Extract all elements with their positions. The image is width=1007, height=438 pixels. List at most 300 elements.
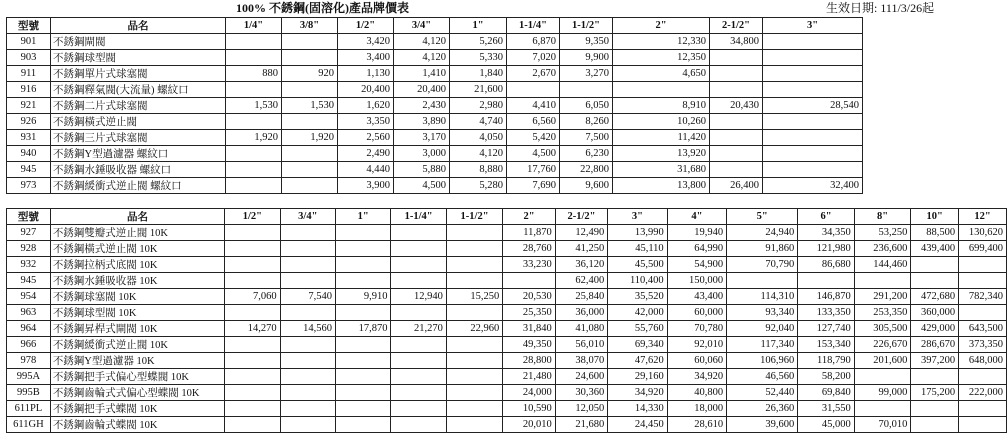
price-cell (391, 305, 446, 321)
price-cell: 4,120 (450, 146, 507, 162)
price-cell: 4,500 (507, 146, 560, 162)
table-row (7, 417, 1007, 433)
price-cell (446, 353, 502, 369)
table1-header-cell: 3/4" (394, 18, 450, 34)
price-cell (446, 241, 502, 257)
price-cell: 10,590 (503, 401, 556, 417)
price-cell: 70,790 (727, 257, 798, 273)
table1-header-row (7, 18, 863, 34)
price-cell: 920 (282, 66, 338, 82)
price-cell (911, 401, 959, 417)
price-cell: 40,800 (667, 385, 726, 401)
price-cell (446, 401, 502, 417)
price-cell (854, 273, 911, 289)
price-cell: 1,530 (226, 98, 282, 114)
table-row (7, 273, 1007, 289)
price-cell: 29,160 (608, 369, 667, 385)
price-cell: 146,870 (798, 289, 855, 305)
price-cell: 9,900 (560, 50, 613, 66)
price-cell: 305,500 (854, 321, 911, 337)
price-cell: 12,330 (613, 34, 710, 50)
model-code: 995B (7, 385, 51, 401)
table2-header-cell: 1-1/2" (446, 209, 502, 225)
table-row (7, 369, 1007, 385)
price-cell: 117,340 (727, 337, 798, 353)
price-cell (391, 241, 446, 257)
price-cell: 12,050 (555, 401, 608, 417)
price-cell: 4,500 (394, 178, 450, 194)
price-cell (959, 257, 1007, 273)
price-cell (763, 34, 863, 50)
price-cell (911, 417, 959, 433)
price-cell: 18,000 (667, 401, 726, 417)
price-cell (226, 162, 282, 178)
price-cell: 201,600 (854, 353, 911, 369)
price-cell: 69,840 (798, 385, 855, 401)
price-table-10k (6, 208, 1007, 433)
table-row (7, 130, 863, 146)
price-cell (226, 114, 282, 130)
table1-header-cell: 2-1/2" (710, 18, 763, 34)
product-name: 不銹鋼雙瓣式逆止閥 10K (50, 225, 224, 241)
price-cell: 226,670 (854, 337, 911, 353)
product-name: 不銹鋼Y型過濾器 10K (50, 353, 224, 369)
price-cell: 6,230 (560, 146, 613, 162)
price-cell (959, 273, 1007, 289)
price-cell (710, 114, 763, 130)
price-cell (446, 417, 502, 433)
price-cell: 32,400 (763, 178, 863, 194)
price-cell (763, 162, 863, 178)
table2-header-cell: 型號 (7, 209, 51, 225)
price-cell: 46,560 (727, 369, 798, 385)
price-cell (225, 385, 280, 401)
price-cell (280, 273, 335, 289)
price-cell: 10,260 (613, 114, 710, 130)
price-cell: 41,250 (555, 241, 608, 257)
price-cell (763, 130, 863, 146)
price-cell: 86,680 (798, 257, 855, 273)
page-title: 100% 不銹鋼(固溶化)產品牌價表 (236, 1, 409, 15)
price-cell: 58,200 (798, 369, 855, 385)
price-cell: 253,350 (854, 305, 911, 321)
price-cell (225, 417, 280, 433)
price-cell: 2,490 (338, 146, 394, 162)
price-cell: 360,000 (911, 305, 959, 321)
model-code: 928 (7, 241, 51, 257)
product-name: 不銹鋼球型閥 (51, 50, 226, 66)
price-cell: 20,010 (503, 417, 556, 433)
table1-header-cell: 2" (613, 18, 710, 34)
model-code: 945 (7, 162, 51, 178)
table2-header-cell: 1" (336, 209, 391, 225)
table2-header-cell: 4" (667, 209, 726, 225)
price-cell (446, 385, 502, 401)
price-cell (446, 225, 502, 241)
price-cell (336, 417, 391, 433)
table-row (7, 353, 1007, 369)
model-code: 954 (7, 289, 51, 305)
price-cell: 11,420 (613, 130, 710, 146)
price-cell: 35,520 (608, 289, 667, 305)
product-name: 不銹鋼橫式逆止閥 10K (50, 241, 224, 257)
price-cell: 21,600 (450, 82, 507, 98)
price-cell: 4,650 (613, 66, 710, 82)
price-cell (225, 273, 280, 289)
price-cell: 30,360 (555, 385, 608, 401)
price-cell: 130,620 (959, 225, 1007, 241)
price-cell: 52,440 (727, 385, 798, 401)
price-cell (282, 146, 338, 162)
table-row (7, 321, 1007, 337)
model-code: 978 (7, 353, 51, 369)
table-row (7, 257, 1007, 273)
price-cell: 150,000 (667, 273, 726, 289)
price-cell: 699,400 (959, 241, 1007, 257)
product-name: 不銹鋼昇桿式閘閥 10K (50, 321, 224, 337)
product-name: 不銹鋼三片式球塞閥 (51, 130, 226, 146)
effective-date: 生效日期: 111/3/26起 (826, 1, 935, 15)
price-cell (336, 241, 391, 257)
product-name: 不銹鋼齒輪式蝶閥 10K (50, 417, 224, 433)
price-cell: 22,960 (446, 321, 502, 337)
price-cell: 4,410 (507, 98, 560, 114)
price-cell: 1,920 (282, 130, 338, 146)
model-code: 931 (7, 130, 51, 146)
price-cell: 31,550 (798, 401, 855, 417)
price-cell: 5,330 (450, 50, 507, 66)
table2-header-cell: 3/4" (280, 209, 335, 225)
model-code: 932 (7, 257, 51, 273)
price-cell (225, 369, 280, 385)
price-cell: 7,540 (280, 289, 335, 305)
price-cell (391, 369, 446, 385)
table2-header-cell: 1/2" (225, 209, 280, 225)
price-cell: 7,500 (560, 130, 613, 146)
model-code: 921 (7, 98, 51, 114)
price-cell: 5,420 (507, 130, 560, 146)
price-cell (710, 130, 763, 146)
price-cell: 69,340 (608, 337, 667, 353)
price-cell: 114,310 (727, 289, 798, 305)
price-cell (391, 337, 446, 353)
price-cell: 54,900 (667, 257, 726, 273)
price-cell (280, 401, 335, 417)
price-cell: 127,740 (798, 321, 855, 337)
table-row (7, 225, 1007, 241)
price-cell (710, 162, 763, 178)
model-code: 611GH (7, 417, 51, 433)
price-cell (336, 369, 391, 385)
price-cell: 28,800 (503, 353, 556, 369)
price-cell (280, 241, 335, 257)
price-cell (391, 417, 446, 433)
price-cell: 133,350 (798, 305, 855, 321)
price-cell (959, 369, 1007, 385)
product-name: 不銹鋼水錘吸收器 10K (50, 273, 224, 289)
table1-header-cell: 3/8" (282, 18, 338, 34)
price-cell (280, 369, 335, 385)
model-code: 901 (7, 34, 51, 50)
price-cell (710, 146, 763, 162)
model-code: 940 (7, 146, 51, 162)
price-cell: 70,780 (667, 321, 726, 337)
price-cell: 1,530 (282, 98, 338, 114)
price-cell: 106,960 (727, 353, 798, 369)
table-row (7, 178, 863, 194)
price-cell: 1,920 (226, 130, 282, 146)
price-cell: 880 (226, 66, 282, 82)
price-cell: 56,010 (555, 337, 608, 353)
price-cell: 3,350 (338, 114, 394, 130)
price-cell: 11,870 (503, 225, 556, 241)
price-cell: 1,410 (394, 66, 450, 82)
price-cell (959, 305, 1007, 321)
table2-header-row (7, 209, 1007, 225)
price-cell: 38,070 (555, 353, 608, 369)
price-cell: 43,400 (667, 289, 726, 305)
price-cell: 21,680 (555, 417, 608, 433)
price-cell: 28,610 (667, 417, 726, 433)
product-name: 不銹鋼球塞閥 10K (50, 289, 224, 305)
product-name: 不銹鋼橫式逆止閥 (51, 114, 226, 130)
table-row (7, 146, 863, 162)
price-cell: 26,400 (710, 178, 763, 194)
price-cell: 4,120 (394, 34, 450, 50)
price-cell: 9,910 (336, 289, 391, 305)
price-cell: 5,280 (450, 178, 507, 194)
price-cell: 45,000 (798, 417, 855, 433)
price-cell: 1,620 (338, 98, 394, 114)
price-cell: 24,600 (555, 369, 608, 385)
price-cell: 439,400 (911, 241, 959, 257)
price-cell: 22,800 (560, 162, 613, 178)
price-cell (798, 273, 855, 289)
price-cell: 291,200 (854, 289, 911, 305)
price-cell: 12,350 (613, 50, 710, 66)
price-cell: 4,050 (450, 130, 507, 146)
price-cell: 20,400 (338, 82, 394, 98)
price-cell: 13,800 (613, 178, 710, 194)
price-cell (282, 82, 338, 98)
price-cell: 28,760 (503, 241, 556, 257)
price-cell: 643,500 (959, 321, 1007, 337)
table1-header-cell: 品名 (51, 18, 226, 34)
price-cell: 34,800 (710, 34, 763, 50)
price-cell (763, 66, 863, 82)
price-cell: 144,460 (854, 257, 911, 273)
price-cell: 6,050 (560, 98, 613, 114)
price-cell (446, 369, 502, 385)
price-cell: 3,420 (338, 34, 394, 50)
price-cell (763, 114, 863, 130)
price-cell (336, 385, 391, 401)
price-cell: 6,560 (507, 114, 560, 130)
table2-header-cell: 8" (854, 209, 911, 225)
price-cell (391, 401, 446, 417)
price-table-threaded (6, 17, 863, 194)
price-cell (560, 82, 613, 98)
price-cell: 45,500 (608, 257, 667, 273)
price-cell (280, 353, 335, 369)
table2-header-cell: 2-1/2" (555, 209, 608, 225)
product-name: 不銹鋼二片式球塞閥 (51, 98, 226, 114)
price-cell: 20,530 (503, 289, 556, 305)
table2-header-cell: 12" (959, 209, 1007, 225)
price-cell: 26,360 (727, 401, 798, 417)
price-cell: 17,760 (507, 162, 560, 178)
model-code: 973 (7, 178, 51, 194)
price-cell (763, 50, 863, 66)
table-row (7, 305, 1007, 321)
model-code: 927 (7, 225, 51, 241)
price-cell: 31,840 (503, 321, 556, 337)
price-cell: 21,270 (391, 321, 446, 337)
price-cell: 15,250 (446, 289, 502, 305)
price-cell (507, 82, 560, 98)
price-cell: 3,170 (394, 130, 450, 146)
price-cell: 13,990 (608, 225, 667, 241)
product-name: 不銹鋼把手式偏心型蝶閥 10K (50, 369, 224, 385)
table-row (7, 385, 1007, 401)
price-cell: 47,620 (608, 353, 667, 369)
price-cell (854, 369, 911, 385)
price-cell: 1,130 (338, 66, 394, 82)
price-cell (225, 353, 280, 369)
product-name: 不銹鋼單片式球塞閥 (51, 66, 226, 82)
price-cell (446, 305, 502, 321)
model-code: 966 (7, 337, 51, 353)
price-cell (503, 273, 556, 289)
price-cell: 5,260 (450, 34, 507, 50)
price-cell: 91,860 (727, 241, 798, 257)
price-cell (710, 66, 763, 82)
price-cell: 2,430 (394, 98, 450, 114)
price-cell (225, 337, 280, 353)
price-cell: 24,940 (727, 225, 798, 241)
price-cell (391, 225, 446, 241)
table-row (7, 162, 863, 178)
table2-header-cell: 品名 (50, 209, 224, 225)
price-cell: 3,400 (338, 50, 394, 66)
product-name: 不銹鋼把手式蝶閥 10K (50, 401, 224, 417)
table-row (7, 289, 1007, 305)
price-cell (280, 337, 335, 353)
price-cell: 36,000 (555, 305, 608, 321)
price-cell: 19,940 (667, 225, 726, 241)
price-cell (391, 385, 446, 401)
price-cell: 31,680 (613, 162, 710, 178)
model-code: 964 (7, 321, 51, 337)
price-cell: 12,490 (555, 225, 608, 241)
price-cell: 3,000 (394, 146, 450, 162)
price-cell: 20,400 (394, 82, 450, 98)
price-cell: 8,260 (560, 114, 613, 130)
price-cell (280, 305, 335, 321)
price-cell: 7,060 (225, 289, 280, 305)
table-row (7, 82, 863, 98)
price-cell: 175,200 (911, 385, 959, 401)
price-cell: 4,440 (338, 162, 394, 178)
price-cell: 70,010 (854, 417, 911, 433)
table2-header-cell: 5" (727, 209, 798, 225)
price-cell: 12,940 (391, 289, 446, 305)
price-cell: 782,340 (959, 289, 1007, 305)
price-cell: 25,350 (503, 305, 556, 321)
price-cell: 2,980 (450, 98, 507, 114)
product-name: 不銹鋼齒輪式式偏心型蝶閥 10K (50, 385, 224, 401)
price-cell: 14,330 (608, 401, 667, 417)
price-cell: 3,270 (560, 66, 613, 82)
table1-header-cell: 1-1/4" (507, 18, 560, 34)
price-cell (225, 257, 280, 273)
price-cell (959, 417, 1007, 433)
price-cell (225, 401, 280, 417)
price-cell (446, 337, 502, 353)
price-cell: 286,670 (911, 337, 959, 353)
model-code: 903 (7, 50, 51, 66)
table1-header-cell: 1/4" (226, 18, 282, 34)
price-cell: 33,230 (503, 257, 556, 273)
model-code: 926 (7, 114, 51, 130)
product-name: 不銹鋼水錘吸收器 螺紋口 (51, 162, 226, 178)
product-name: 不銹鋼球型閥 10K (50, 305, 224, 321)
price-cell: 62,400 (555, 273, 608, 289)
price-cell: 472,680 (911, 289, 959, 305)
price-cell (336, 305, 391, 321)
price-cell (854, 401, 911, 417)
price-cell: 41,080 (555, 321, 608, 337)
price-cell: 222,000 (959, 385, 1007, 401)
price-cell (911, 369, 959, 385)
price-cell (226, 82, 282, 98)
price-cell: 2,560 (338, 130, 394, 146)
price-cell: 60,060 (667, 353, 726, 369)
price-cell: 121,980 (798, 241, 855, 257)
price-cell: 45,110 (608, 241, 667, 257)
table2-header-cell: 3" (608, 209, 667, 225)
price-cell: 20,430 (710, 98, 763, 114)
table1-header-cell: 型號 (7, 18, 51, 34)
price-cell (763, 146, 863, 162)
model-code: 995A (7, 369, 51, 385)
table-row (7, 401, 1007, 417)
price-cell: 92,040 (727, 321, 798, 337)
product-name: 不銹鋼緩衝式逆止閥 螺紋口 (51, 178, 226, 194)
price-cell: 64,990 (667, 241, 726, 257)
price-cell (280, 225, 335, 241)
price-cell (911, 257, 959, 273)
price-cell (959, 401, 1007, 417)
price-cell: 99,000 (854, 385, 911, 401)
table-row (7, 114, 863, 130)
price-cell: 36,120 (555, 257, 608, 273)
price-cell (225, 305, 280, 321)
price-cell: 2,670 (507, 66, 560, 82)
price-cell (282, 50, 338, 66)
price-cell: 34,920 (608, 385, 667, 401)
price-cell: 49,350 (503, 337, 556, 353)
price-cell (225, 241, 280, 257)
price-cell: 1,840 (450, 66, 507, 82)
price-cell (280, 257, 335, 273)
model-code: 945 (7, 273, 51, 289)
table2-header-cell: 2" (503, 209, 556, 225)
product-name: 不銹鋼緩衝式逆止閥 10K (50, 337, 224, 353)
price-cell (391, 353, 446, 369)
table1-header-cell: 1-1/2" (560, 18, 613, 34)
price-cell: 55,760 (608, 321, 667, 337)
